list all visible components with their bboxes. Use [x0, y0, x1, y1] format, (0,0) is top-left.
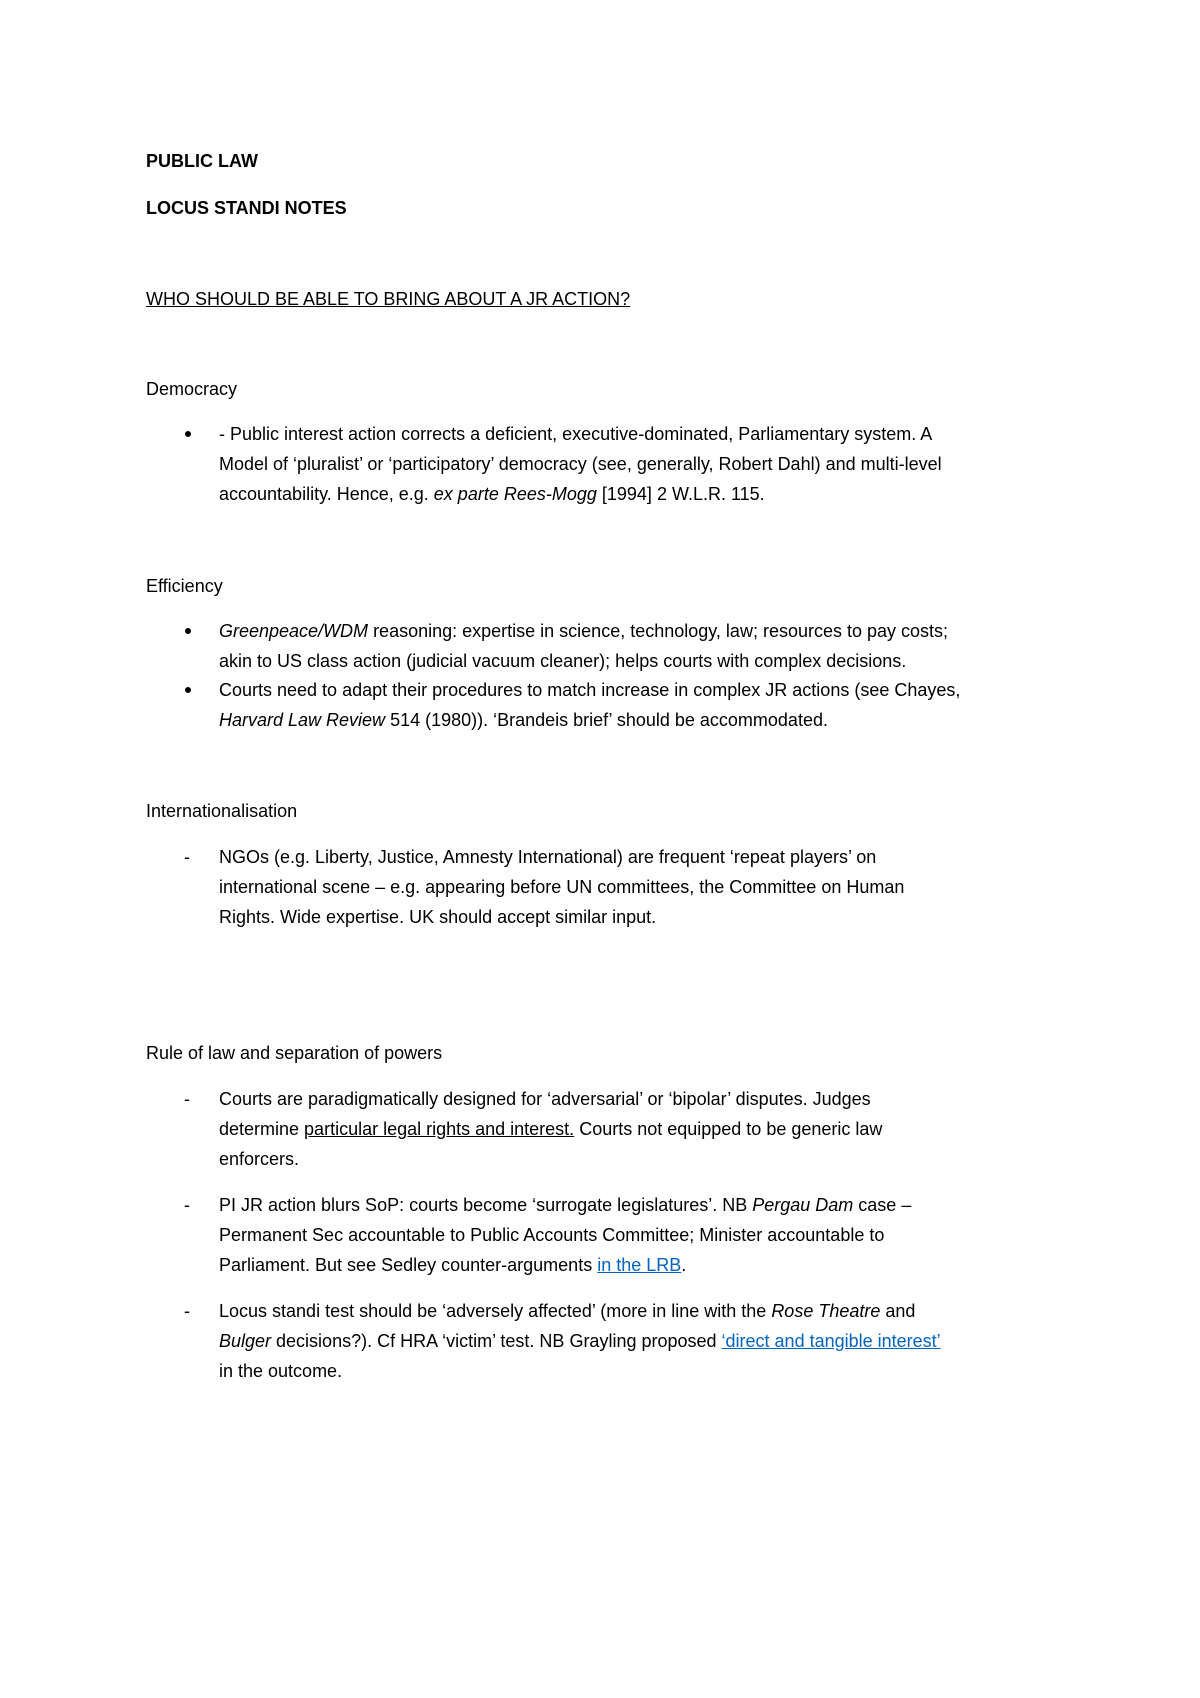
item-line: NGOs (e.g. Liberty, Justice, Amnesty International) are frequent ‘repeat players’ on: [219, 847, 877, 867]
text-run: Parliament. But see Sedley counter-arguments: [219, 1255, 598, 1275]
item-line: [219, 1114, 1079, 1144]
list-item-rule-of-law-1: [219, 1084, 1079, 1174]
item-line: [219, 1190, 1079, 1220]
bullet-dot: [185, 687, 191, 693]
item-line: [219, 705, 1079, 735]
case-name-italic: Pergau Dam: [752, 1195, 854, 1215]
item-line: - Public interest action corrects a deficient, executive-dominated, Parliamentary system. A: [219, 424, 933, 444]
underlined-phrase: particular legal rights and interest.: [304, 1119, 575, 1139]
dash-marker: -: [184, 1089, 190, 1109]
text-run: Courts not equipped to be generic law: [574, 1119, 883, 1139]
item-line: Model of ‘pluralist’ or ‘participatory’ democracy (see, generally, Robert Dahl) and multi-level: [219, 454, 942, 474]
text-run: decisions?). Cf HRA ‘victim’ test. NB Grayling proposed: [271, 1331, 722, 1351]
item-line: in the outcome.: [219, 1361, 343, 1381]
item-line: [219, 1296, 1079, 1326]
item-line: international scene – e.g. appearing before UN committees, the Committee on Human: [219, 877, 905, 897]
item-line: akin to US class action (judicial vacuum cleaner); helps courts with complex decisions.: [219, 651, 907, 671]
text-run: .: [681, 1255, 687, 1275]
text-run: determine: [219, 1119, 305, 1139]
grayling-proposal-link[interactable]: ‘direct and tangible interest’: [721, 1331, 941, 1351]
item-line: Courts need to adapt their procedures to match increase in complex JR actions (see Chayes,: [219, 680, 961, 700]
heading-efficiency: Efficiency: [146, 576, 223, 596]
heading-rule-of-law: Rule of law and separation of powers: [146, 1043, 443, 1063]
item-line: [219, 479, 1079, 509]
list-item-internationalisation-1: [219, 842, 1079, 932]
case-name-italic: Bulger: [219, 1331, 272, 1351]
text-run: 514 (1980)). ‘Brandeis brief’ should be accommodated.: [385, 710, 828, 730]
text-run: accountability. Hence, e.g.: [219, 484, 434, 504]
dash-marker: -: [184, 1301, 190, 1321]
item-line: [219, 616, 1079, 646]
document-subtitle: LOCUS STANDI NOTES: [146, 198, 347, 218]
item-line: enforcers.: [219, 1149, 300, 1169]
lrb-link[interactable]: in the LRB: [597, 1255, 682, 1275]
case-name-italic: Greenpeace/WDM: [219, 621, 369, 641]
dash-marker: -: [184, 1195, 190, 1215]
dash-marker: -: [184, 847, 190, 867]
document-title: PUBLIC LAW: [146, 151, 258, 171]
item-line: Permanent Sec accountable to Public Accounts Committee; Minister accountable to: [219, 1225, 885, 1245]
list-item-efficiency-2: [219, 675, 1079, 735]
text-run: and: [880, 1301, 916, 1321]
item-line: [219, 1326, 1079, 1356]
item-line: [219, 1250, 1079, 1280]
item-line: Courts are paradigmatically designed for ‘adversarial’ or ‘bipolar’ disputes. Judges: [219, 1089, 871, 1109]
text-run: Locus standi test should be ‘adversely affected’ (more in line with the: [219, 1301, 772, 1321]
text-run: reasoning: expertise in science, technology, law; resources to pay costs;: [368, 621, 949, 641]
case-name-italic: Rose Theatre: [771, 1301, 881, 1321]
bullet-dot: [185, 628, 191, 634]
heading-democracy: Democracy: [146, 379, 238, 399]
text-run: [1994] 2 W.L.R. 115.: [596, 484, 765, 504]
text-run: PI JR action blurs SoP: courts become ‘surrogate legislatures’. NB: [219, 1195, 753, 1215]
heading-internationalisation: Internationalisation: [146, 801, 298, 821]
list-item-democracy-1: [219, 419, 1079, 509]
journal-name-italic: Harvard Law Review: [219, 710, 386, 730]
case-name-italic: ex parte Rees-Mogg: [433, 484, 597, 504]
bullet-dot: [185, 431, 191, 437]
list-item-rule-of-law-2: [219, 1190, 1079, 1280]
text-run: case –: [853, 1195, 912, 1215]
item-line: Rights. Wide expertise. UK should accept similar input.: [219, 907, 657, 927]
list-item-rule-of-law-3: [219, 1296, 1079, 1386]
section-question: WHO SHOULD BE ABLE TO BRING ABOUT A JR ACTION?: [146, 289, 631, 309]
list-item-efficiency-1: [219, 616, 1079, 676]
